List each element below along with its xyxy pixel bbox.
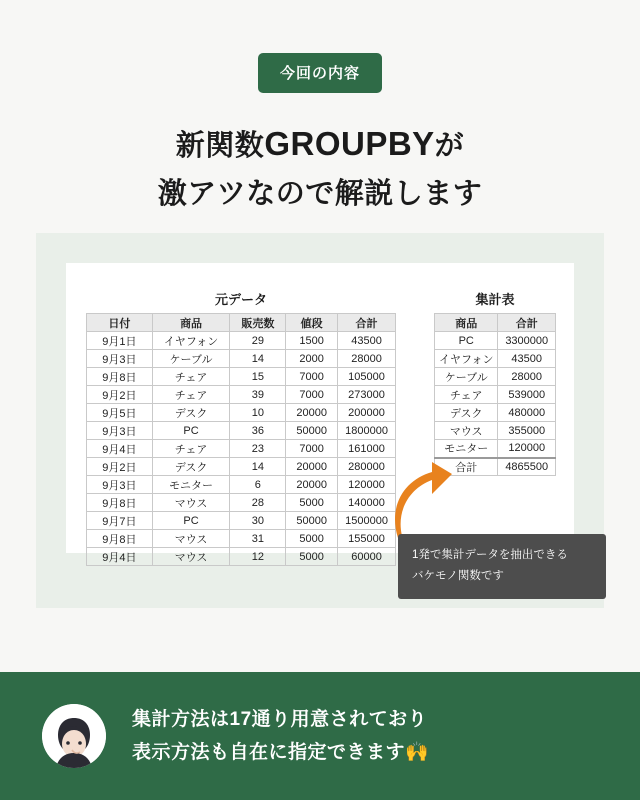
cell-qty: 12 [230,548,286,566]
table-row [87,530,396,548]
table-row [87,512,396,530]
table-row [435,440,556,458]
cell-product: PC [152,512,230,530]
cell-qty: 28 [230,494,286,512]
footer-line-2: 表示方法も自在に指定できます🙌 [132,742,430,763]
cell-price: 7000 [286,440,338,458]
table-row [435,386,556,404]
cell-product: PC [435,332,498,350]
cell-total: 120000 [498,440,556,458]
cell-price: 50000 [286,422,338,440]
cell-product: ケーブル [435,368,498,386]
table-row [87,476,396,494]
cell-total: 200000 [338,404,396,422]
headline-line-2: 激アツなので解説します [157,177,483,210]
cell-product: ケーブル [152,350,230,368]
cell-date: 9月2日 [87,386,153,404]
source-table [86,313,396,566]
column-header: 販売数 [230,314,286,332]
cell-product: デスク [152,404,230,422]
column-header: 日付 [87,314,153,332]
cell-total: 161000 [338,440,396,458]
cell-total: 480000 [498,404,556,422]
cell-total: 120000 [338,476,396,494]
cell-product: PC [152,422,230,440]
table-row [87,350,396,368]
cell-date: 9月4日 [87,548,153,566]
table-row [435,332,556,350]
cell-price: 1500 [286,332,338,350]
table-row [435,350,556,368]
cell-date: 9月8日 [87,530,153,548]
column-header: 商品 [435,314,498,332]
table-row [87,440,396,458]
cell-date: 9月3日 [87,422,153,440]
cell-product: マウス [435,422,498,440]
table-row [87,494,396,512]
cell-product: チェア [435,386,498,404]
headline-suffix: が [434,130,465,162]
column-header: 合計 [338,314,396,332]
cell-total: 1500000 [338,512,396,530]
cell-grand-total: 4865500 [498,458,556,476]
cell-total: 273000 [338,386,396,404]
footer-bar [0,672,640,800]
cell-qty: 6 [230,476,286,494]
headline-line-1 [0,119,640,169]
callout-line-1: 1発で集計データを抽出できる [412,549,568,561]
table-row [87,332,396,350]
column-header: 値段 [286,314,338,332]
cell-product: マウス [152,494,230,512]
cell-total: 355000 [498,422,556,440]
cell-price: 5000 [286,548,338,566]
cell-price: 20000 [286,476,338,494]
cell-price: 2000 [286,350,338,368]
cell-total: 280000 [338,458,396,476]
cell-product: イヤフォン [435,350,498,368]
cell-date: 9月7日 [87,512,153,530]
cell-price: 5000 [286,530,338,548]
footer-caption [132,703,429,770]
table-row [435,404,556,422]
cell-qty: 39 [230,386,286,404]
cell-product: マウス [152,530,230,548]
cell-total: 28000 [338,350,396,368]
cell-product: モニター [152,476,230,494]
cell-total: 140000 [338,494,396,512]
cell-qty: 23 [230,440,286,458]
table-row [87,422,396,440]
cell-date: 9月3日 [87,476,153,494]
table-header-row [87,314,396,332]
column-header: 商品 [152,314,230,332]
cell-total: 43500 [498,350,556,368]
cell-qty: 31 [230,530,286,548]
cell-price: 5000 [286,494,338,512]
table-header-row [435,314,556,332]
cell-product: デスク [152,458,230,476]
callout-box [398,534,606,599]
cell-date: 9月8日 [87,494,153,512]
table-row [87,368,396,386]
cell-total: 28000 [498,368,556,386]
column-header: 合計 [498,314,556,332]
callout-line-2: バケモノ関数です [412,570,504,583]
badge-container [0,0,640,93]
cell-qty: 36 [230,422,286,440]
avatar [42,704,106,768]
source-table-title: 元データ [214,292,267,307]
cell-total: 105000 [338,368,396,386]
cell-qty: 15 [230,368,286,386]
cell-date: 9月3日 [87,350,153,368]
curved-arrow-icon [392,462,456,538]
cell-qty: 14 [230,458,286,476]
cell-product: マウス [152,548,230,566]
topic-badge: 今回の内容 [258,53,382,93]
cell-total: 155000 [338,530,396,548]
table-row [87,404,396,422]
cell-product: チェア [152,386,230,404]
cell-qty: 10 [230,404,286,422]
cell-date: 9月8日 [87,368,153,386]
headline-prefix: 新関数 [175,130,265,162]
cell-qty: 30 [230,512,286,530]
cell-price: 7000 [286,386,338,404]
source-table-block [86,289,396,566]
cell-price: 20000 [286,404,338,422]
summary-table-title: 集計表 [475,292,515,307]
footer-line-1: 集計方法は17通り用意されており [132,708,428,730]
summary-table-block [434,289,556,476]
cell-total-label: 合計 [435,458,498,476]
table-row [87,548,396,566]
cell-qty: 14 [230,350,286,368]
table-row [435,422,556,440]
cell-total: 3300000 [498,332,556,350]
cell-date: 9月1日 [87,332,153,350]
cell-product: イヤフォン [152,332,230,350]
cell-total: 60000 [338,548,396,566]
table-row [435,368,556,386]
table-row [87,458,396,476]
cell-price: 7000 [286,368,338,386]
cell-total: 539000 [498,386,556,404]
cell-price: 20000 [286,458,338,476]
table-row [87,386,396,404]
cell-product: チェア [152,368,230,386]
page-title [0,119,640,216]
cell-date: 9月2日 [87,458,153,476]
summary-table [434,313,556,476]
cell-qty: 29 [230,332,286,350]
cell-product: モニター [435,440,498,458]
cell-product: チェア [152,440,230,458]
cell-date: 9月4日 [87,440,153,458]
cell-product: デスク [435,404,498,422]
cell-total: 1800000 [338,422,396,440]
cell-date: 9月5日 [87,404,153,422]
cell-total: 43500 [338,332,396,350]
headline-function-name: GROUPBY [264,125,435,162]
cell-price: 50000 [286,512,338,530]
